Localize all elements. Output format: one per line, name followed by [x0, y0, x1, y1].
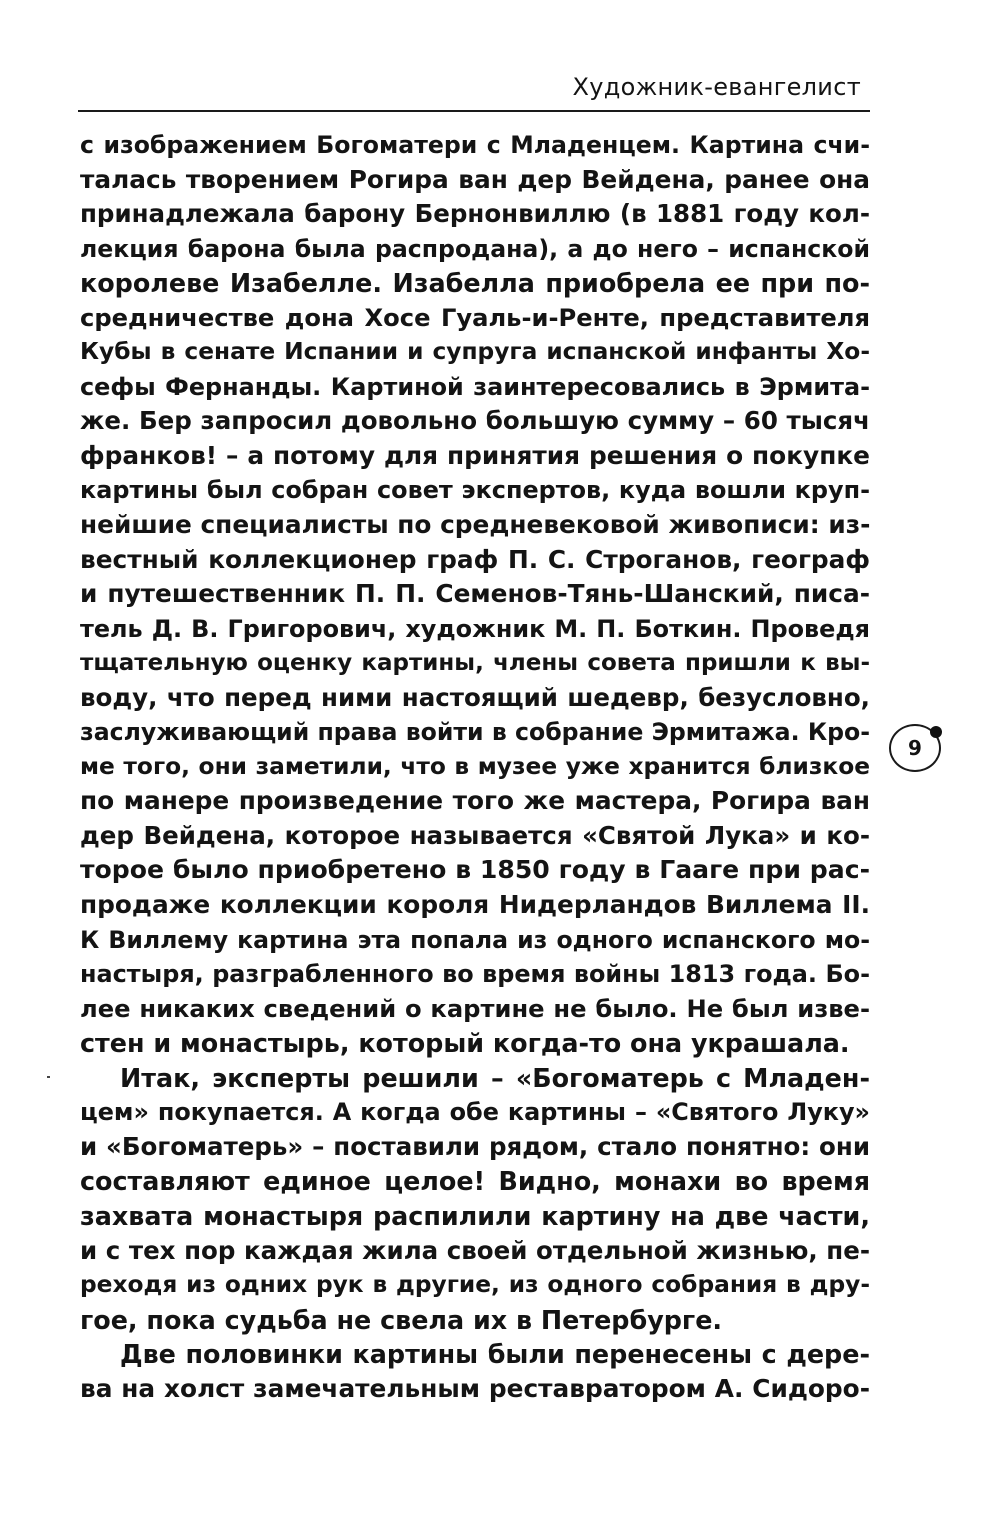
- text-line: цем» покупается. А когда обе картины – «Святого Луку»: [80, 1098, 870, 1127]
- text-line: и «Богоматерь» – поставили рядом, стало понятно: они: [80, 1131, 870, 1161]
- text-line: стен и монастырь, который когда-то она украшала.: [80, 1028, 850, 1059]
- text-line: продаже коллекции короля Нидерландов Виллема II.: [80, 890, 870, 920]
- text-line: Кубы в сенате Испании и супруга испанской инфанты Хо-: [80, 338, 870, 366]
- text-line: заслуживающий права войти в собрание Эрмитажа. Кро-: [80, 718, 870, 747]
- text-line: настыря, разграбленного во время войны 1813 года. Бо-: [80, 960, 870, 989]
- text-line: с изображением Богоматери с Младенцем. Картина счи-: [80, 131, 870, 159]
- text-line: ме того, они заметили, что в музее уже хранится близкое: [80, 752, 870, 780]
- text-line: Итак, эксперты решили – «Богоматерь с Младен-: [120, 1062, 870, 1093]
- text-line: реходя из одних рук в другие, из одного собрания в дру-: [80, 1271, 870, 1299]
- page-number: 9: [908, 736, 922, 760]
- text-line: королеве Изабелле. Изабелла приобрела ее при по-: [80, 268, 870, 299]
- text-line: гое, пока судьба не свела их в Петербурге.: [80, 1304, 723, 1335]
- text-line: воду, что перед ними настоящий шедевр, безусловно,: [80, 682, 870, 712]
- text-line: захвата монастыря распилили картину на две части,: [80, 1200, 870, 1231]
- paragraph-1: [80, 128, 870, 1061]
- badge-dot-icon: [930, 726, 942, 738]
- text-line: франков! – а потому для принятия решения о покупке: [80, 440, 870, 470]
- text-line: нейшие специалисты по средневековой живописи: из-: [80, 510, 871, 540]
- text-line: принадлежала барону Бернонвиллю (в 1881 году кол-: [80, 199, 870, 229]
- paragraph-2: [80, 1061, 870, 1337]
- text-line: тель Д. В. Григорович, художник М. П. Боткин. Проведя: [80, 614, 870, 643]
- text-line: ва на холст замечательным реставратором А. Сидоро-: [80, 1373, 870, 1403]
- paragraph-3: [80, 1337, 870, 1406]
- text-line: лее никаких сведений о картине не было. Не был изве-: [80, 994, 870, 1023]
- text-line: средничестве дона Хосе Гуаль-и-Ренте, представителя: [80, 303, 870, 332]
- page-number-badge: [889, 724, 941, 772]
- body-text: [80, 128, 870, 1406]
- text-line: вестный коллекционер граф П. С. Строганов, географ: [80, 544, 870, 574]
- text-line: картины был собран совет экспертов, куда вошли круп-: [80, 476, 870, 505]
- text-line: дер Вейдена, которое называется «Святой Лука» и ко-: [80, 820, 870, 850]
- text-line: Две половинки картины были перенесены с дере-: [120, 1339, 870, 1370]
- print-speck: [47, 1076, 50, 1078]
- text-line: лекция барона была распродана), а до него – испанской: [80, 234, 870, 263]
- running-head: Художник-евангелист: [572, 73, 861, 101]
- text-line: К Виллему картина эта попала из одного испанского мо-: [80, 925, 870, 954]
- header-rule: [78, 110, 870, 112]
- text-line: и с тех пор каждая жила своей отдельной жизнью, пе-: [80, 1235, 870, 1265]
- text-line: сефы Фернанды. Картиной заинтересовались в Эрмита-: [80, 372, 870, 401]
- text-line: талась творением Рогира ван дер Вейдена, ранее она: [80, 164, 870, 194]
- text-line: и путешественник П. П. Семенов-Тянь-Шанский, писа-: [80, 579, 870, 609]
- text-line: торое было приобретено в 1850 году в Гааге при рас-: [80, 855, 870, 885]
- text-line: тщательную оценку картины, члены совета пришли к вы-: [80, 650, 870, 677]
- text-line: же. Бер запросил довольно большую сумму – 60 тысяч: [80, 406, 870, 436]
- text-line: составляют единое целое! Видно, монахи во время: [80, 1166, 870, 1197]
- text-line: по манере произведение того же мастера, Рогира ван: [80, 786, 870, 816]
